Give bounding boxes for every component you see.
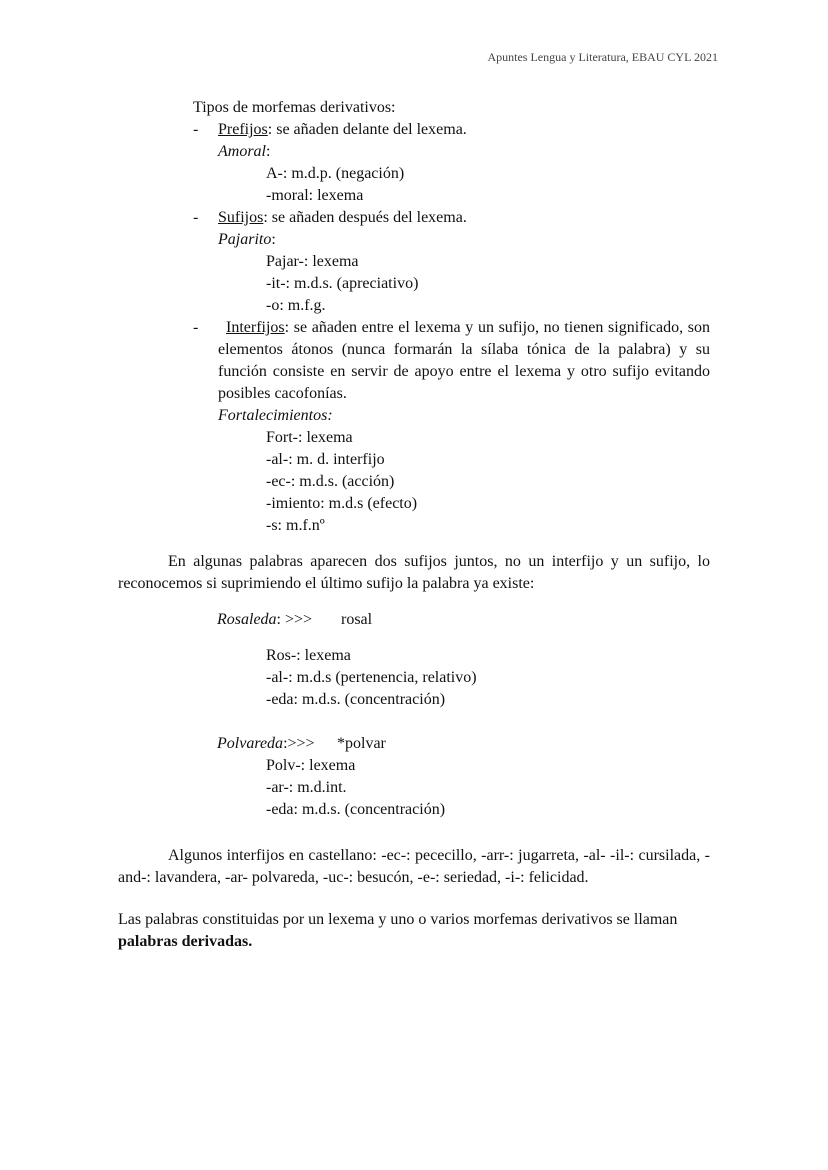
paragraph-derived-text: Las palabras constituidas por un lexema y uno o varios morfemas derivativos se llaman	[118, 911, 678, 928]
sufijos-example-word: Pajarito	[218, 231, 272, 248]
list-item: Pajar-: lexema	[266, 253, 359, 270]
paragraph-derived-words	[118, 909, 710, 953]
list-item: -al-: m.d.s (pertenencia, relativo)	[266, 669, 477, 686]
bullet-dash: -	[193, 121, 199, 138]
list-item: -o: m.f.g.	[266, 297, 326, 314]
list-item: -imiento: m.d.s (efecto)	[266, 495, 418, 512]
interfijos-definition	[218, 317, 710, 405]
paragraph-derived-bold: palabras derivadas.	[118, 933, 253, 950]
rosaleda-base: rosal	[341, 611, 373, 628]
list-item: -ec-: m.d.s. (acción)	[266, 473, 395, 490]
sufijos-term: Sufijos	[218, 209, 264, 226]
prefijos-desc: : se añaden delante del lexema.	[267, 121, 467, 138]
page-header: Apuntes Lengua y Literatura, EBAU CYL 2021	[487, 50, 718, 64]
list-item: A-: m.d.p. (negación)	[266, 165, 405, 182]
list-item: -moral: lexema	[266, 187, 364, 204]
paragraph-interfix-examples: Algunos interfijos en castellano: -ec-: pececillo, -arr-: jugarreta, -al- -il-: cursilada, -and-: lavandera, -ar- polvareda, -uc-: besucón, -e-: seriedad, -i-: felicidad.	[118, 847, 710, 886]
sufijos-desc: : se añaden después del lexema.	[263, 209, 467, 226]
sufijos-definition	[218, 207, 467, 229]
sufijos-example-colon: :	[271, 231, 276, 248]
section-title: Tipos de morfemas derivativos:	[193, 99, 396, 116]
interfijos-example-word: Fortalecimientos:	[218, 407, 333, 424]
sufijos-example	[218, 229, 276, 251]
interfijos-term: Interfijos	[226, 319, 285, 336]
list-item: -al-: m. d. interfijo	[266, 451, 385, 468]
interfijos-desc: : se añaden entre el lexema y un sufijo, no tienen significado, son elementos átonos (nunca formarán la sílaba tónica de la palabra) y su función consiste en servir de apoyo entre el lexema y otro sufijo evitando posibles cacofonías.	[218, 319, 710, 402]
bullet-dash: -	[193, 209, 199, 226]
list-item: -ar-: m.d.int.	[266, 779, 347, 796]
rosaleda-heading	[217, 609, 312, 631]
list-item: Fort-: lexema	[266, 429, 353, 446]
list-item: -eda: m.d.s. (concentración)	[266, 801, 446, 818]
prefijos-term: Prefijos	[218, 121, 268, 138]
prefijos-example-word: Amoral	[218, 143, 266, 160]
rosaleda-arrow: : >>>	[276, 611, 313, 628]
polvareda-heading	[217, 733, 315, 755]
prefijos-example	[218, 141, 270, 163]
list-item: -s: m.f.nº	[266, 517, 325, 534]
list-item: Ros-: lexema	[266, 647, 351, 664]
polvareda-base: *polvar	[337, 735, 386, 752]
list-item: -it-: m.d.s. (apreciativo)	[266, 275, 419, 292]
rosaleda-word: Rosaleda	[217, 611, 277, 628]
list-item: Polv-: lexema	[266, 757, 356, 774]
paragraph-two-suffixes: En algunas palabras aparecen dos sufijos juntos, no un interfijo y un sufijo, lo reconocemos si suprimiendo el último sufijo la palabra ya existe:	[118, 553, 710, 592]
polvareda-arrow: :>>>	[283, 735, 315, 752]
prefijos-example-colon: :	[266, 143, 271, 160]
list-item: -eda: m.d.s. (concentración)	[266, 691, 446, 708]
prefijos-definition	[218, 119, 467, 141]
bullet-dash: -	[193, 319, 199, 336]
polvareda-word: Polvareda	[217, 735, 284, 752]
